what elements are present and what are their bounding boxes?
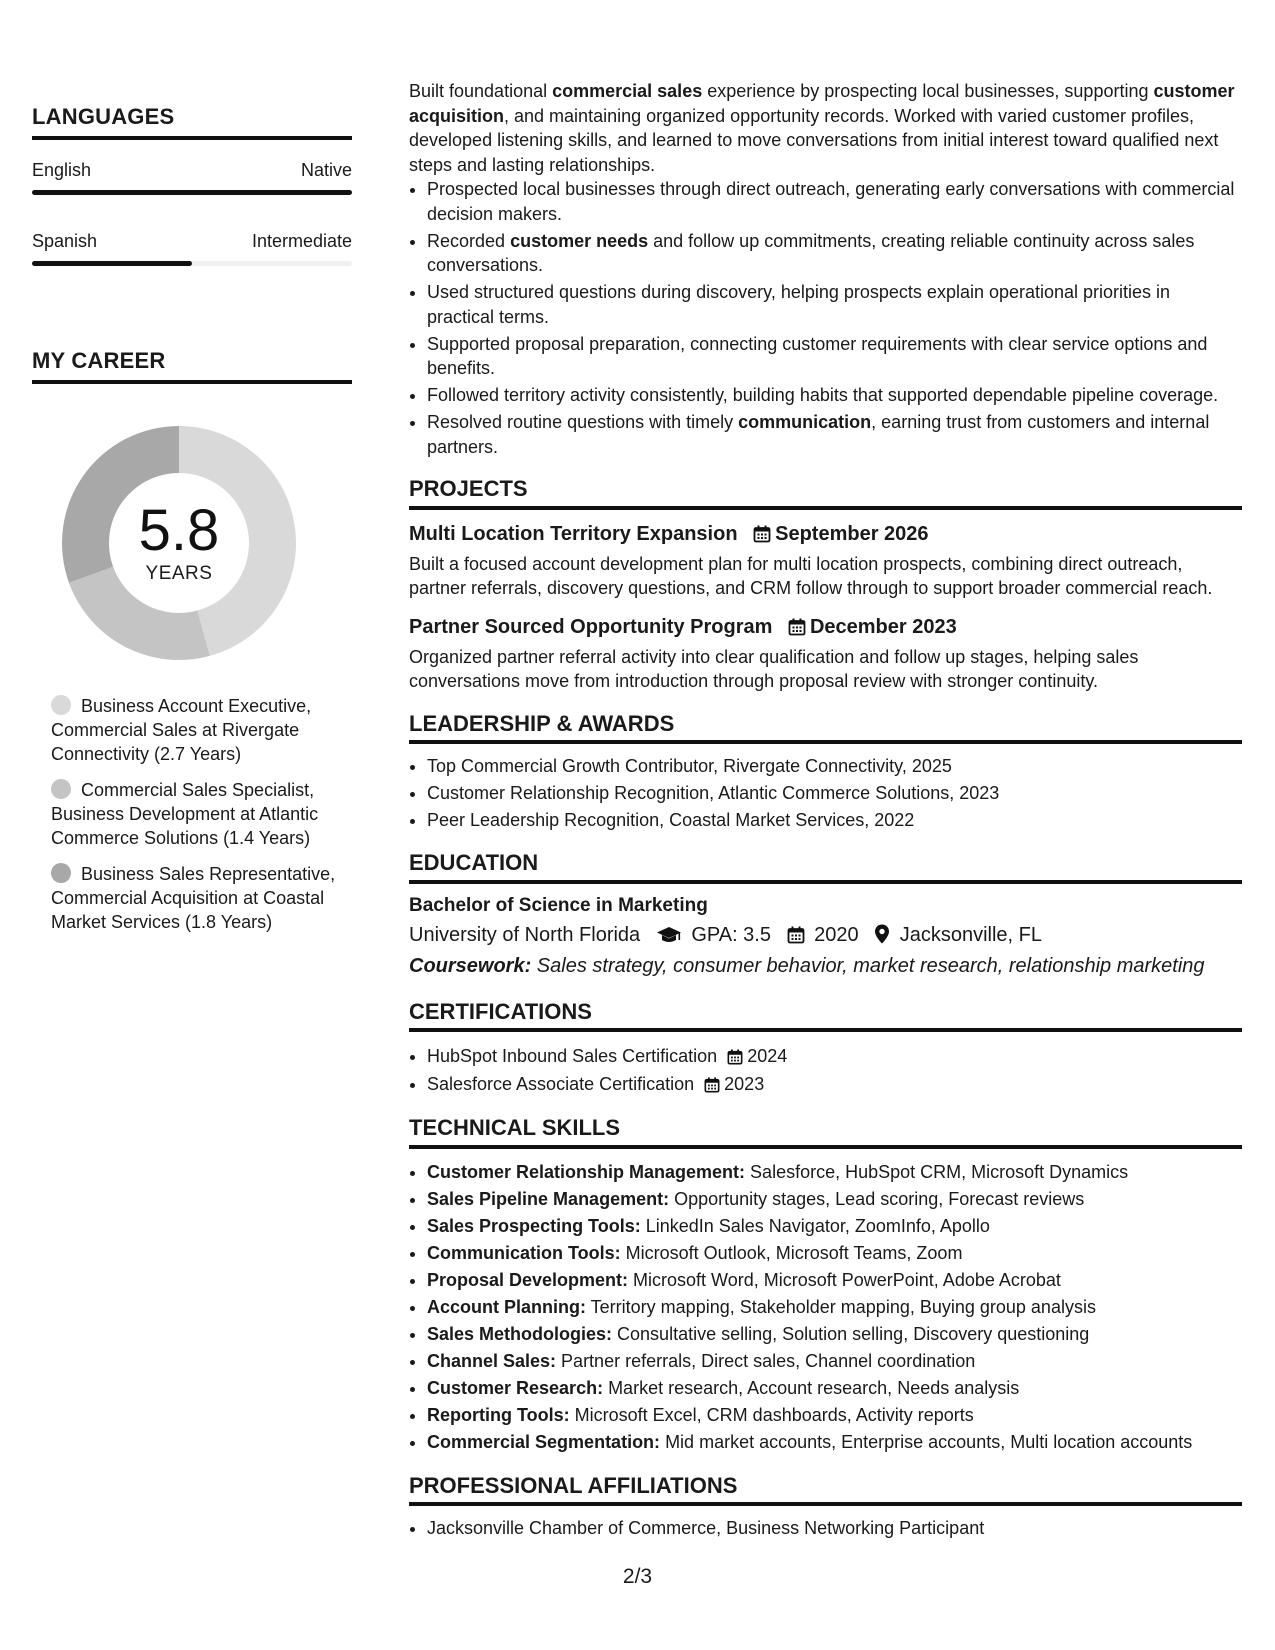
calendar-icon — [727, 1049, 743, 1065]
language-proficiency-fill — [32, 261, 192, 266]
project-date: December 2023 — [809, 615, 957, 638]
skill-item: • Sales Methodologies: Consultative selling, Solution selling, Discovery questioning — [427, 1321, 1242, 1348]
certifications-list — [409, 1042, 1242, 1098]
experience-bullet: • Followed territory activity consistently, building habits that supported dependable pipeline coverage. — [427, 383, 1242, 408]
skill-item: • Customer Research: Market research, Account research, Needs analysis — [427, 1375, 1242, 1402]
legend-dot — [51, 863, 71, 883]
education-coursework: Coursework: Sales strategy, consumer behavior, market research, relationship marketing — [409, 954, 1205, 977]
graduation-cap-icon — [656, 926, 682, 944]
certification-item: • HubSpot Inbound Sales Certification 2024 — [427, 1042, 1242, 1070]
career-legend-item — [51, 694, 352, 766]
location-pin-icon — [874, 924, 890, 944]
languages-list — [32, 158, 352, 266]
projects-heading: PROJECTS — [409, 477, 1242, 510]
legend-dot — [51, 695, 71, 715]
career-donut-chart — [54, 418, 304, 668]
career-section — [32, 348, 352, 934]
award-item: • Peer Leadership Recognition, Coastal Market Services, 2022 — [427, 808, 1242, 833]
language-proficiency-bar — [32, 190, 352, 195]
affiliations-list — [409, 1516, 1242, 1541]
skill-item: • Customer Relationship Management: Salesforce, HubSpot CRM, Microsoft Dynamics — [427, 1159, 1242, 1186]
education-location: Jacksonville, FL — [899, 923, 1043, 946]
skill-item: • Communication Tools: Microsoft Outlook, Microsoft Teams, Zoom — [427, 1240, 1242, 1267]
languages-heading: LANGUAGES — [32, 104, 352, 140]
language-proficiency-bar — [32, 261, 352, 266]
language-proficiency-fill — [32, 190, 352, 195]
career-legend — [32, 694, 352, 934]
education-details — [409, 920, 1242, 950]
education-heading: EDUCATION — [409, 851, 1242, 884]
affiliations-heading: PROFESSIONAL AFFILIATIONS — [409, 1474, 1242, 1507]
skill-item: • Reporting Tools: Microsoft Excel, CRM dashboards, Activity reports — [427, 1402, 1242, 1429]
skills-list — [409, 1159, 1242, 1456]
certifications-heading: CERTIFICATIONS — [409, 1000, 1242, 1033]
skill-item: • Sales Pipeline Management: Opportunity stages, Lead scoring, Forecast reviews — [427, 1186, 1242, 1213]
calendar-icon — [753, 525, 771, 543]
education-year: 2020 — [814, 923, 859, 946]
project-description: Built a focused account development plan for multi location prospects, combining direct outreach, partner referrals, discovery questions, and CRM follow through to support broader commercial reach. — [409, 553, 1213, 598]
skill-item: • Proposal Development: Microsoft Word, Microsoft PowerPoint, Adobe Acrobat — [427, 1267, 1242, 1294]
career-role: Business Sales Representative, Commercial Acquisition at Coastal Market Services (1.8 Years) — [51, 864, 336, 932]
skill-item: • Commercial Segmentation: Mid market accounts, Enterprise accounts, Multi location accounts — [427, 1429, 1242, 1456]
project-item — [409, 613, 1242, 694]
experience-bullet: • Prospected local businesses through direct outreach, generating early conversations with commercial decision makers. — [427, 177, 1242, 226]
experience-bullet: • Used structured questions during discovery, helping prospects explain operational priorities in practical terms. — [427, 280, 1242, 329]
project-item — [409, 520, 1242, 601]
project-title: Multi Location Territory Expansion — [409, 522, 738, 545]
skill-item: • Account Planning: Territory mapping, Stakeholder mapping, Buying group analysis — [427, 1294, 1242, 1321]
project-date: September 2026 — [775, 522, 929, 545]
certification-year: 2024 — [747, 1046, 788, 1066]
award-item: • Customer Relationship Recognition, Atlantic Commerce Solutions, 2023 — [427, 781, 1242, 806]
skill-item: • Channel Sales: Partner referrals, Direct sales, Channel coordination — [427, 1348, 1242, 1375]
experience-summary: Built foundational commercial sales experience by prospecting local businesses, supporting customer acquisition, and maintaining organized opportunity records. Worked with varied customer profiles, developed listening skills, and learned to move conversations from initial interest toward qualified next steps and lasting relationships. — [409, 81, 1235, 175]
project-description: Organized partner referral activity into clear qualification and follow up stages, helping sales conversations move from introduction through proposal review with stronger continuity. — [409, 646, 1139, 691]
education-school: University of North Florida — [409, 923, 641, 946]
education-gpa: GPA: 3.5 — [691, 923, 771, 946]
language-name: English — [32, 160, 92, 180]
page-number: 2/3 — [622, 1565, 653, 1588]
career-legend-item — [51, 778, 352, 850]
affiliation-item: • Jacksonville Chamber of Commerce, Business Networking Participant — [427, 1516, 1242, 1541]
calendar-icon — [787, 926, 805, 944]
main-column — [409, 79, 1242, 1543]
experience-bullet: • Supported proposal preparation, connecting customer requirements with clear service options and benefits. — [427, 332, 1242, 381]
career-role: Business Account Executive, Commercial Sales at Rivergate Connectivity (2.7 Years) — [51, 696, 312, 764]
experience-bullet: • Recorded customer needs and follow up commitments, creating reliable continuity across sales conversations. — [427, 229, 1242, 278]
experience-bullets — [409, 177, 1242, 459]
certification-year: 2023 — [724, 1074, 765, 1094]
language-item — [32, 158, 352, 195]
language-level: Intermediate — [251, 231, 352, 251]
certification-item: • Salesforce Associate Certification 2023 — [427, 1070, 1242, 1098]
leadership-list — [409, 754, 1242, 833]
leadership-heading: LEADERSHIP & AWARDS — [409, 712, 1242, 745]
legend-dot — [51, 779, 71, 799]
calendar-icon — [788, 618, 806, 636]
career-heading: MY CAREER — [32, 348, 352, 384]
skills-heading: TECHNICAL SKILLS — [409, 1116, 1242, 1149]
award-item: • Top Commercial Growth Contributor, Rivergate Connectivity, 2025 — [427, 754, 1242, 779]
project-title: Partner Sourced Opportunity Program — [409, 615, 773, 638]
career-role: Commercial Sales Specialist, Business Development at Atlantic Commerce Solutions (1.4 Years) — [51, 780, 319, 848]
skill-item: • Sales Prospecting Tools: LinkedIn Sales Navigator, ZoomInfo, Apollo — [427, 1213, 1242, 1240]
experience-bullet: • Resolved routine questions with timely communication, earning trust from customers and internal partners. — [427, 410, 1242, 459]
career-legend-item — [51, 862, 352, 934]
sidebar — [32, 104, 352, 946]
education-degree: Bachelor of Science in Marketing — [409, 894, 708, 916]
language-item — [32, 229, 352, 266]
calendar-icon — [704, 1077, 720, 1093]
career-total-years: 5.8 — [138, 498, 220, 563]
language-level: Native — [300, 160, 352, 180]
language-name: Spanish — [32, 231, 98, 251]
career-years-label: YEARS — [145, 563, 213, 584]
